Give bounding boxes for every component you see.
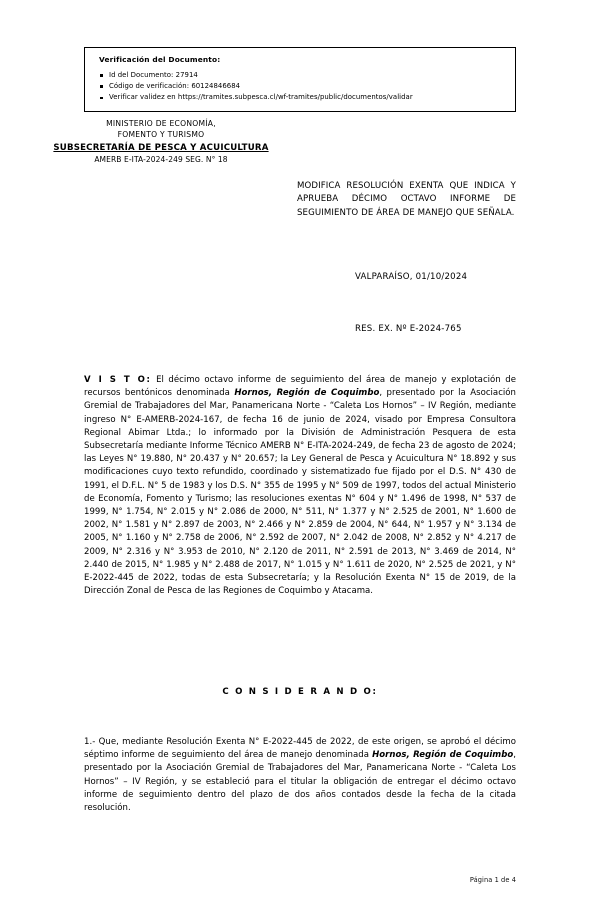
document-title: MODIFICA RESOLUCIÓN EXENTA QUE INDICA Y APRUEBA DÉCIMO OCTAVO INFORME DE SEGUIMIENTO DE ÁREA DE MANEJO QUE SEÑALA. (297, 181, 516, 218)
visto-paragraph (84, 374, 516, 598)
visto-text-part1: El décimo octavo informe de seguimiento del área de manejo y explotación de recursos bentónicos denominada (84, 375, 516, 399)
verification-item-code: Código de verificación: 60124846684 (99, 81, 505, 92)
verification-item-validate-url: Verificar validez en https://tramites.subpesca.cl/wf-tramites/public/documentos/validar (99, 92, 505, 103)
visto-text-part2: , presentado por la Asociación Gremial de Trabajadores del Mar, Panamericana Norte - “Caleta Los Hornos” – IV Región, mediante ingreso N° E-AMERB-2024-167, de fecha 16 de junio de 2024, visado por Empresa Consultora Regional Abimar Ltda.; lo informado por la División de Administración Pesquera de esta Subsecretaría mediante Informe Técnico AMERB N° E-ITA-2024-249, de fecha 23 de agosto de 2024; las Leyes N° 19.880, N° 20.437 y N° 20.657; la Ley General de Pesca y Acuicultura N° 18.892 y sus modificaciones cuyo texto refundido, coordinado y sistematizado fue fijado por el D.S. N° 430 de 1991, el D.F.L. N° 5 de 1983 y los D.S. N° 355 de 1995 y N° 509 de 1997, todos del actual Ministerio de Economía, Fomento y Turismo; las resoluciones exentas N° 604 y N° 1.496 de 1998, N° 537 de 1999, N° 1.754, N° 2.015 y N° 2.086 de 2000, N° 511, N° 1.377 y N° 2.525 de 2001, N° 1.600 de 2002, N° 1.581 y N° 2.897 de 2003, N° 2.466 y N° 2.859 de 2004, N° 644, N° 1.957 y N° 3.134 de 2005, N° 1.160 y N° 2.758 de 2006, N° 2.592 de 2007, N° 2.042 de 2008, N° 2.852 y N° 4.217 de 2009, N° 2.316 y N° 3.953 de 2010, N° 2.120 de 2011, N° 2.591 de 2013, N° 3.469 de 2014, N° 2.440 de 2015, N° 1.985 y N° 2.488 de 2017, N° 1.015 y N° 1.611 de 2020, N° 2.525 de 2021, y N° E-2022-445 de 2022, todas de esta Subsecretaría; y la Resolución Exenta N° 15 de 2019, de la Dirección Zonal de Pesca de las Regiones de Coquimbo y Atacama. (84, 388, 516, 597)
verification-item-document-id: Id del Documento: 27914 (99, 70, 505, 81)
considerando-text-part1: Que, mediante Resolución Exenta N° E-2022-445 de 2022, de este origen, se aprobó el décimo séptimo informe de seguimiento del área de manejo denominada (84, 737, 516, 761)
ministry-name-line1: MINISTERIO DE ECONOMÍA, (106, 119, 216, 128)
subsecretaria-name: SUBSECRETARÍA DE PESCA Y ACUICULTURA (53, 142, 269, 153)
considerando-text-part2: , presentado por la Asociación Gremial de Trabajadores del Mar, Panamericana Norte - “Caleta Los Hornos” – IV Región, y se estableció para el titular la obligación de entregar el décimo octavo informe de seguimiento dentro del plazo de dos años contados desde la fecha de la citada resolución. (84, 750, 516, 814)
considerando-item-1 (84, 736, 516, 815)
page-footer: Página 1 de 4 (469, 876, 516, 884)
resolution-number: RES. EX. Nº E-2024-765 (355, 324, 462, 334)
visto-area-name: Hornos, Región de Coquimbo (234, 388, 380, 399)
place-and-date: VALPARAÍSO, 01/10/2024 (355, 272, 468, 282)
verification-title: Verificación del Documento: (99, 55, 221, 64)
considerando-area-name: Hornos, Región de Coquimbo (372, 750, 514, 761)
verification-box (84, 47, 516, 112)
ministry-name-line2: FOMENTO Y TURISMO (117, 129, 205, 139)
verification-list (99, 70, 505, 104)
ministry-header (36, 119, 286, 165)
considerando-heading: C O N S I D E R A N D O: (222, 687, 378, 697)
amerb-reference: AMERB E-ITA-2024-249 SEG. N° 18 (94, 154, 228, 164)
visto-label: V I S T O: (84, 375, 152, 385)
considerando-item-number: 1.- (84, 737, 96, 747)
